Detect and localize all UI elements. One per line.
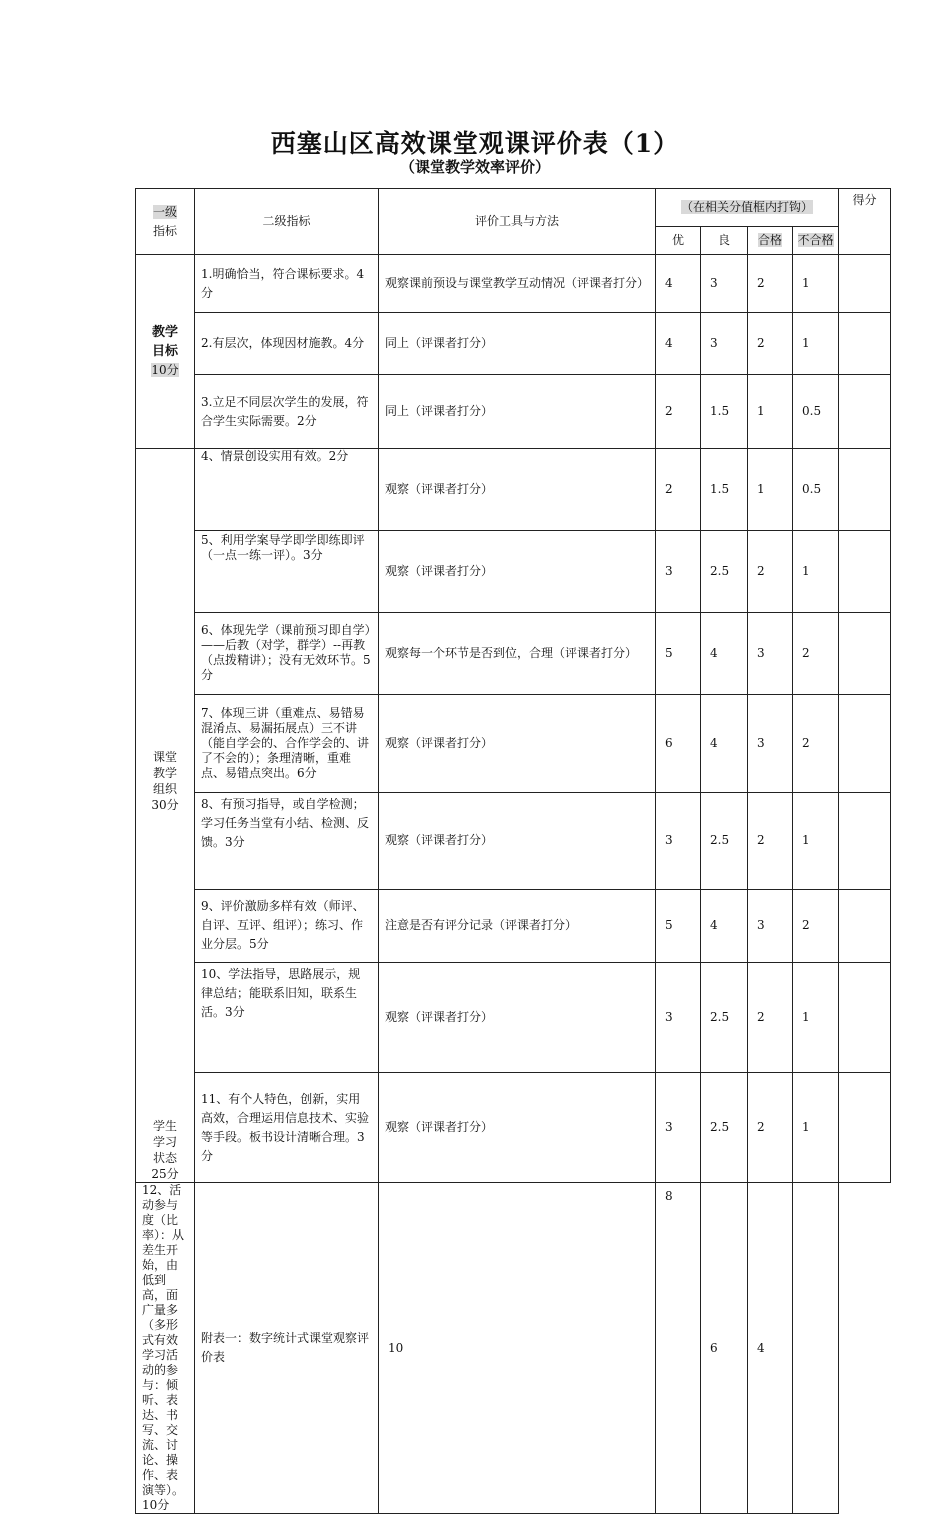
- indicator-cell: 7、体现三讲（重难点、易错易混淆点、易漏拓展点）三不讲（能自学会的、合作学会的、讲了不会的）；条理清晰，重难点、易错点突出。6分: [195, 694, 379, 793]
- group-org: 课堂 教学 组织 30分 学生 学习 状态 25分: [136, 449, 195, 1183]
- page-title: 西塞山区高效课堂观课评价表（1）: [270, 129, 680, 158]
- good-score[interactable]: 2.5: [701, 1073, 748, 1183]
- header-grade-pass: 合格: [748, 227, 793, 255]
- score-cell[interactable]: [839, 1073, 891, 1183]
- table-row: [136, 1073, 891, 1183]
- table-row: [136, 449, 891, 531]
- excellent-score[interactable]: 2: [656, 375, 701, 449]
- indicator-cell: 3.立足不同层次学生的发展，符合学生实际需要。2分: [195, 375, 379, 449]
- table-row: [136, 530, 891, 612]
- fail-score[interactable]: 1: [793, 313, 839, 375]
- good-score[interactable]: 8: [656, 1183, 701, 1514]
- score-cell[interactable]: [839, 889, 891, 962]
- indicator-cell: 5、利用学案导学即学即练即评（一点一练一评）。3分: [195, 530, 379, 612]
- good-score[interactable]: 2.5: [701, 530, 748, 612]
- score-cell[interactable]: [839, 612, 891, 694]
- score-cell[interactable]: [839, 530, 891, 612]
- method-cell: 注意是否有评分记录（评课者打分）: [379, 889, 656, 962]
- score-cell[interactable]: [839, 375, 891, 449]
- excellent-score[interactable]: 10: [379, 1183, 656, 1514]
- excellent-score[interactable]: 3: [656, 530, 701, 612]
- pass-score[interactable]: 3: [748, 612, 793, 694]
- header-level2: 二级指标: [195, 189, 379, 255]
- score-cell[interactable]: [839, 793, 891, 889]
- pass-score[interactable]: 2: [748, 962, 793, 1073]
- good-score[interactable]: 2.5: [701, 962, 748, 1073]
- header-score: 得分: [839, 189, 891, 255]
- table-row: [136, 962, 891, 1073]
- good-score[interactable]: 4: [701, 612, 748, 694]
- excellent-score[interactable]: 3: [656, 793, 701, 889]
- good-score[interactable]: 2.5: [701, 793, 748, 889]
- method-cell: 观察（评课者打分）: [379, 449, 656, 531]
- fail-score[interactable]: 1: [793, 530, 839, 612]
- fail-score[interactable]: 2: [793, 612, 839, 694]
- excellent-score[interactable]: 4: [656, 313, 701, 375]
- pass-score[interactable]: 2: [748, 530, 793, 612]
- score-cell[interactable]: [839, 962, 891, 1073]
- table-row: [136, 612, 891, 694]
- method-cell: 同上（评课者打分）: [379, 313, 656, 375]
- indicator-cell: 1.明确恰当，符合课标要求。4分: [195, 255, 379, 313]
- fail-score[interactable]: 0.5: [793, 375, 839, 449]
- fail-score[interactable]: 1: [793, 255, 839, 313]
- table-row: [136, 255, 891, 313]
- pass-score[interactable]: 2: [748, 313, 793, 375]
- header-grade-excellent: 优: [656, 227, 701, 255]
- evaluation-table: [135, 188, 891, 1514]
- score-cell[interactable]: [793, 1183, 839, 1514]
- group-goal: 教学 目标 10分: [136, 255, 195, 449]
- pass-score[interactable]: 2: [748, 1073, 793, 1183]
- pass-score[interactable]: 3: [748, 694, 793, 793]
- fail-score[interactable]: 1: [793, 1073, 839, 1183]
- method-cell: 观察（评课者打分）: [379, 1073, 656, 1183]
- score-cell[interactable]: [839, 313, 891, 375]
- pass-score[interactable]: 1: [748, 375, 793, 449]
- header-grade-good: 良: [701, 227, 748, 255]
- table-row: [136, 694, 891, 793]
- page-subtitle: （课堂教学效率评价）: [399, 158, 550, 176]
- good-score[interactable]: 1.5: [701, 449, 748, 531]
- method-cell: 附表一：数字统计式课堂观察评价表: [195, 1183, 379, 1514]
- excellent-score[interactable]: 6: [656, 694, 701, 793]
- fail-score[interactable]: 0.5: [793, 449, 839, 531]
- excellent-score[interactable]: 3: [656, 1073, 701, 1183]
- score-cell[interactable]: [839, 694, 891, 793]
- table-row: [136, 313, 891, 375]
- fail-score[interactable]: 2: [793, 694, 839, 793]
- excellent-score[interactable]: 2: [656, 449, 701, 531]
- indicator-cell: 9、评价激励多样有效（师评、自评、互评、组评）；练习、作业分层。5分: [195, 889, 379, 962]
- fail-score[interactable]: 1: [793, 962, 839, 1073]
- good-score[interactable]: 3: [701, 313, 748, 375]
- indicator-cell: 12、活动参与度（比率）：从差生开始，由低到高，面广量多（多形式有效学习活动的参与：倾听、表达、书写、交流、讨论、操作、表演等）。10分: [136, 1183, 195, 1514]
- table-row: [136, 1183, 891, 1514]
- fail-score[interactable]: 4: [748, 1183, 793, 1514]
- pass-score[interactable]: 2: [748, 255, 793, 313]
- method-cell: 观察（评课者打分）: [379, 962, 656, 1073]
- fail-score[interactable]: 1: [793, 793, 839, 889]
- good-score[interactable]: 4: [701, 694, 748, 793]
- method-cell: 观察（评课者打分）: [379, 793, 656, 889]
- score-cell[interactable]: [839, 255, 891, 313]
- indicator-cell: 4、情景创设实用有效。2分: [195, 449, 379, 531]
- header-grade-note: （在相关分值框内打钩）: [656, 189, 839, 227]
- fail-score[interactable]: 2: [793, 889, 839, 962]
- good-score[interactable]: 3: [701, 255, 748, 313]
- excellent-score[interactable]: 4: [656, 255, 701, 313]
- good-score[interactable]: 4: [701, 889, 748, 962]
- pass-score[interactable]: 3: [748, 889, 793, 962]
- header-level1: 一级 指标: [136, 189, 195, 255]
- pass-score[interactable]: 1: [748, 449, 793, 531]
- pass-score[interactable]: 6: [701, 1183, 748, 1514]
- indicator-cell: 11、有个人特色，创新，实用高效，合理运用信息技术、实验等手段。板书设计清晰合理。3分: [195, 1073, 379, 1183]
- method-cell: 观察每一个环节是否到位，合理（评课者打分）: [379, 612, 656, 694]
- table-row: [136, 889, 891, 962]
- header-grade-fail: 不合格: [793, 227, 839, 255]
- good-score[interactable]: 1.5: [701, 375, 748, 449]
- method-cell: 观察课前预设与课堂教学互动情况（评课者打分）: [379, 255, 656, 313]
- indicator-cell: 6、体现先学（课前预习即自学）——后教（对学，群学）--再教（点拨精讲）；没有无效环节。5分: [195, 612, 379, 694]
- method-cell: 同上（评课者打分）: [379, 375, 656, 449]
- excellent-score[interactable]: 5: [656, 889, 701, 962]
- pass-score[interactable]: 2: [748, 793, 793, 889]
- method-cell: 观察（评课者打分）: [379, 530, 656, 612]
- indicator-cell: 8、有预习指导，或自学检测；学习任务当堂有小结、检测、反馈。3分: [195, 793, 379, 889]
- header-method: 评价工具与方法: [379, 189, 656, 255]
- indicator-cell: 2.有层次，体现因材施教。4分: [195, 313, 379, 375]
- method-cell: 观察（评课者打分）: [379, 694, 656, 793]
- score-cell[interactable]: [839, 449, 891, 531]
- excellent-score[interactable]: 3: [656, 962, 701, 1073]
- indicator-cell: 10、学法指导，思路展示，规律总结；能联系旧知，联系生活。3分: [195, 962, 379, 1073]
- table-row: [136, 375, 891, 449]
- excellent-score[interactable]: 5: [656, 612, 701, 694]
- table-row: [136, 793, 891, 889]
